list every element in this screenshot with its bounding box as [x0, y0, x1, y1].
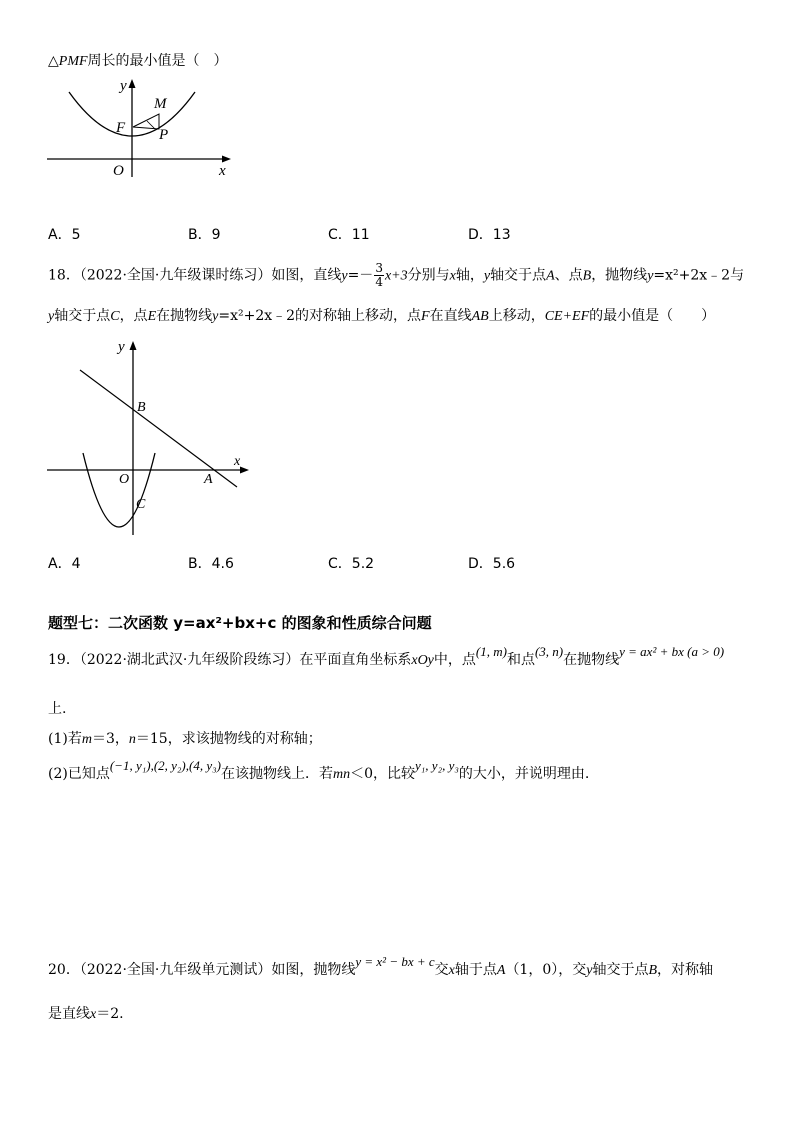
- q17-label-p: P: [159, 127, 169, 143]
- q20-line2: 是直线x＝2.: [48, 1006, 124, 1022]
- q18-label-o: O: [119, 472, 130, 487]
- q18-fraction: $\frac{3}{4}$: [375, 261, 383, 289]
- q18-y-arrow-icon: [130, 341, 137, 350]
- q19-point-1: (1, m): [475, 644, 507, 659]
- q19-source: （2022·湖北武汉·九年级阶段练习）: [79, 652, 300, 668]
- q19-part-1: (1)若m＝3，n＝15，求该抛物线的对称轴；: [48, 731, 322, 747]
- q18-label-x: x: [234, 454, 241, 469]
- triangle-name: PMF: [58, 54, 88, 69]
- q17-label-f: F: [116, 120, 126, 136]
- q17-label-o: O: [113, 163, 124, 179]
- q18-option-c: C．5.2: [328, 556, 375, 572]
- q19-part2-points: (−1, y₁),(2, y₂),(4, y₃): [109, 758, 221, 773]
- q17-option-d: D．13: [468, 227, 511, 243]
- q18-line1: 18．（2022·全国·九年级课时练习）如图，直线y=－ $\frac{3}{4}$ x+3分别与x轴，y轴交于点A、点B，抛物线y=x²+2x﹣2与: [48, 261, 745, 289]
- q19-part2-ys: y₁, y₂, y₃: [415, 758, 459, 773]
- q17-option-b: B．9: [188, 227, 221, 243]
- q18-label-c: C: [136, 497, 146, 512]
- q19-number: 19．: [48, 652, 80, 668]
- q18-option-b: B．4.6: [188, 556, 234, 572]
- q20-line1: 20．（2022·全国·九年级单元测试）如图，抛物线y = x² − bx + c交x轴于点A（1，0），交y轴交于点B，对称轴: [48, 954, 714, 978]
- q17-label-x: x: [219, 163, 226, 179]
- q19-point-2: (3, n): [534, 644, 564, 659]
- q18-x-arrow-icon: [240, 467, 249, 474]
- triangle-symbol: △: [48, 53, 59, 69]
- q17-figure: [45, 72, 245, 182]
- q19-part-2: (2)已知点(−1, y₁),(2, y₂),(4, y₃)在该抛物线上．若mn＜0，比较y₁, y₂, y₃的大小，并说明理由.: [48, 758, 590, 782]
- q17-stem-text: 周长的最小值是（ ）: [87, 53, 228, 69]
- q17-label-y: y: [120, 78, 127, 94]
- q18-option-a: A．4: [48, 556, 81, 572]
- q20-source: （2022·全国·九年级单元测试）: [79, 962, 272, 978]
- q18-parabola: [83, 453, 155, 527]
- q19-line1: 19．（2022·湖北武汉·九年级阶段练习）在平面直角坐标系xOy中，点(1, m)和点(3, n)在抛物线y = ax² + bx (a > 0): [48, 644, 725, 668]
- q18-option-d: D．5.6: [468, 556, 516, 572]
- q18-line2: y轴交于点C，点E在抛物线y=x²+2x﹣2的对称轴上移动，点F在直线AB上移动，CE+EF的最小值是（ ）: [48, 308, 716, 324]
- q18-label-y: y: [118, 339, 125, 355]
- q17-label-m: M: [154, 96, 167, 112]
- q17-triangle-pmf: [133, 114, 159, 129]
- q19-line2: 上.: [48, 701, 67, 717]
- q18-label-b: B: [137, 400, 146, 415]
- q17-stem: [48, 50, 228, 70]
- q17-option-c: C．11: [328, 227, 370, 243]
- q19-parabola: y = ax² + bx (a > 0): [619, 644, 725, 659]
- q20-number: 20．: [48, 962, 80, 978]
- q17-option-a: A．5: [48, 227, 81, 243]
- q17-x-arrow-icon: [222, 156, 231, 163]
- q17-y-arrow-icon: [129, 79, 136, 88]
- q18-figure: [45, 335, 255, 540]
- q20-parabola: y = x² − bx + c: [355, 954, 435, 969]
- q18-label-a: A: [204, 472, 213, 487]
- section-7-title: 题型七：二次函数 y=ax²+bx+c 的图象和性质综合问题: [48, 614, 432, 632]
- q18-number: 18．: [48, 267, 80, 284]
- q18-source: （2022·全国·九年级课时练习）: [79, 267, 272, 284]
